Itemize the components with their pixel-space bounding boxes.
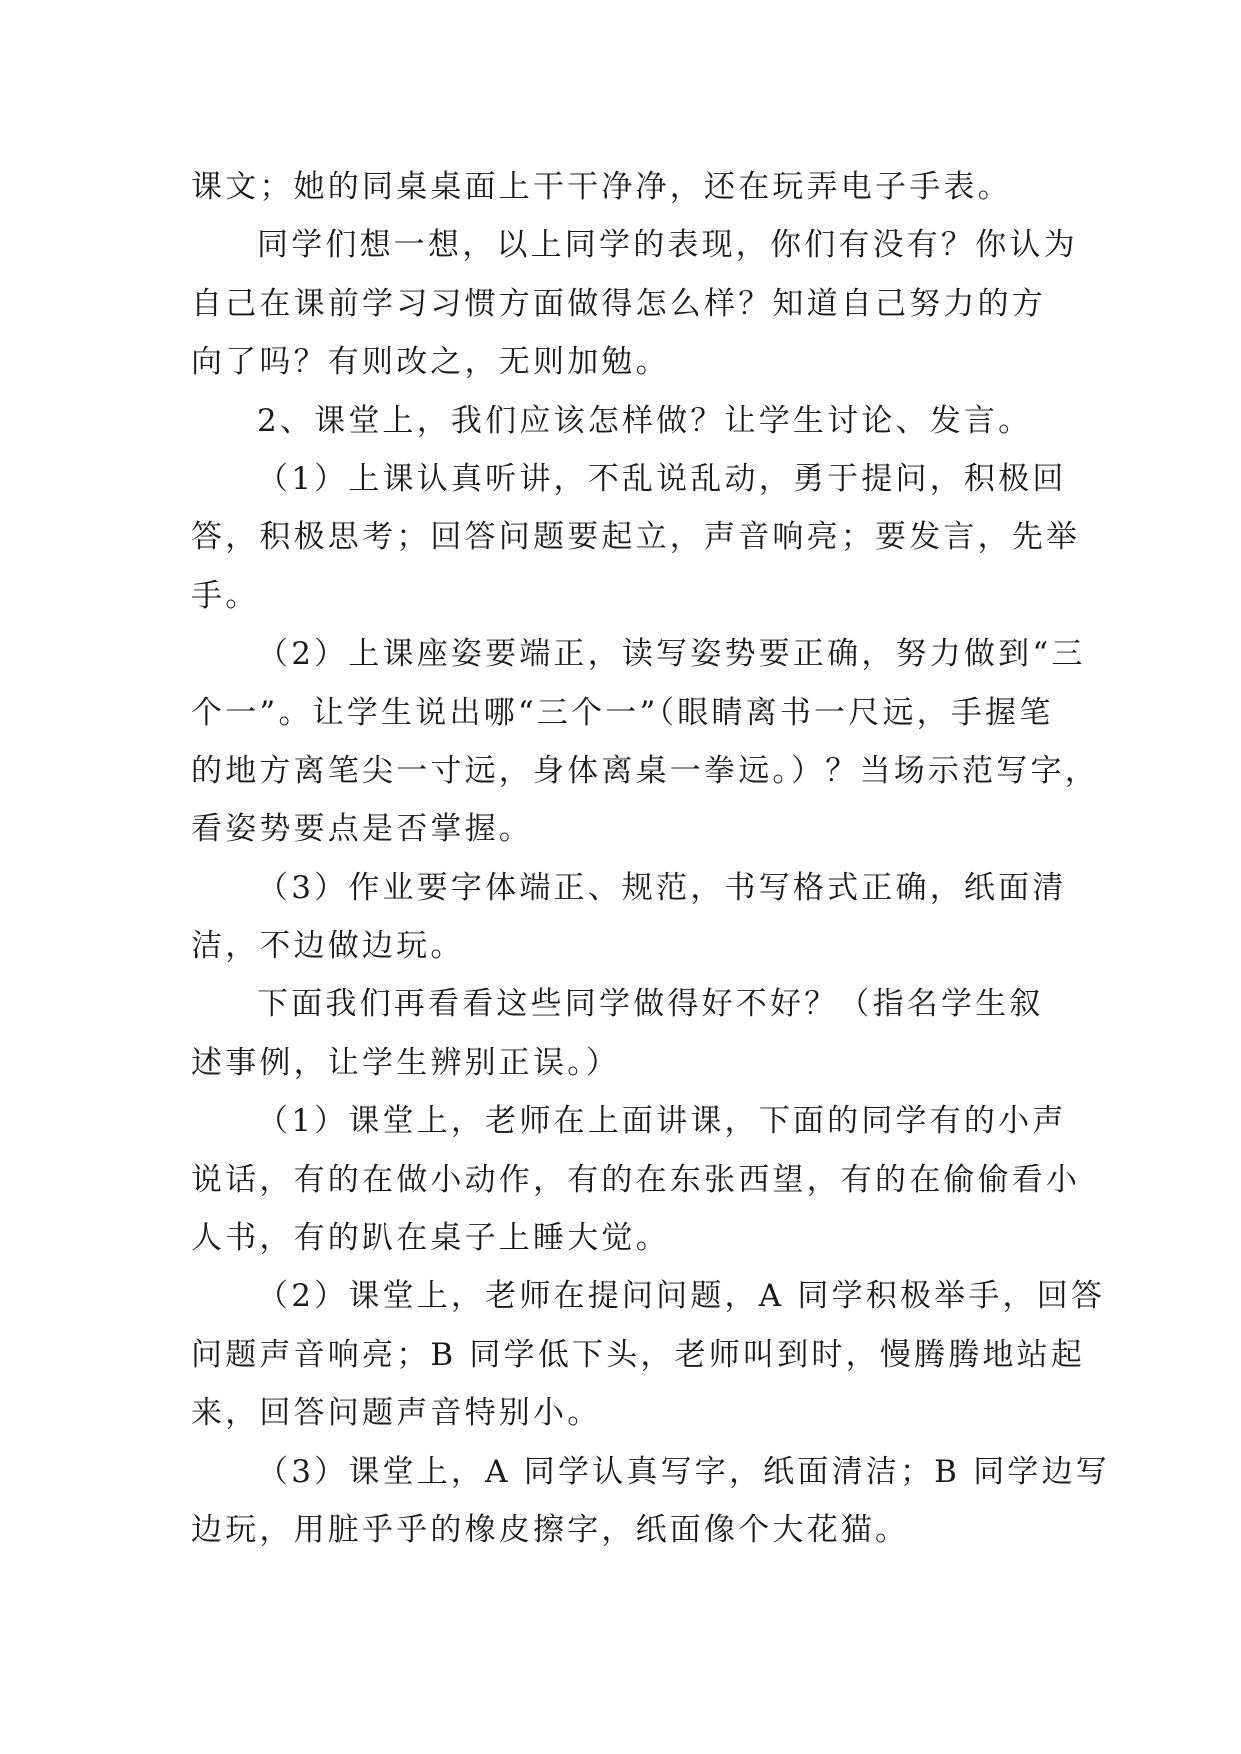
- text-line: 来，回答问题声音特别小。: [191, 1395, 602, 1432]
- text-line: 边玩，用脏乎乎的橡皮擦字，纸面像个大花猫。: [191, 1511, 910, 1548]
- paragraph: [191, 1267, 1106, 1442]
- paragraph: [191, 625, 1099, 859]
- text-line: 问题声音响亮；B 同学低下头，老师叫到时，慢腾腾地站起: [191, 1336, 1086, 1373]
- text-line: 说话，有的在做小动作，有的在东张西望，有的在偷偷看小: [191, 1161, 1081, 1198]
- text-line: 的地方离笔尖一寸远，身体离桌一拳远。）？当场示范写字，: [191, 752, 1099, 789]
- text-line: 下面我们再看看这些同学做得好不好？（指名学生叙: [257, 986, 1044, 1023]
- text-line: 同学们想一想，以上同学的表现，你们有没有？你认为: [257, 227, 1078, 264]
- text-line: 自己在课前学习习惯方面做得怎么样？知道自己努力的方: [191, 285, 1046, 322]
- text-line: 答，积极思考；回答问题要起立，声音响亮；要发言，先举: [191, 519, 1081, 556]
- text-line: 2、课堂上，我们应该怎样做？让学生讨论、发言。: [257, 402, 1033, 439]
- paragraph: [191, 158, 1061, 216]
- paragraph: [191, 1443, 1110, 1560]
- text-line: （1）课堂上，老师在上面讲课，下面的同学有的小声: [257, 1103, 1067, 1140]
- text-line: （1）上课认真听讲，不乱说乱动，勇于提问，积极回: [257, 460, 1067, 497]
- paragraph: [191, 392, 1061, 450]
- text-line: 手。: [191, 577, 260, 614]
- text-line: （2）上课座姿要端正，读写姿势要正确，努力做到“三: [257, 636, 1086, 673]
- text-line: （3）作业要字体端正、规范，书写格式正确，纸面清: [257, 869, 1067, 906]
- paragraph: [191, 859, 1067, 976]
- text-line: （2）课堂上，老师在提问问题，A 同学积极举手，回答: [257, 1278, 1106, 1315]
- text-line: 述事例，让学生辨别正误。）: [191, 1044, 621, 1081]
- text-line: 洁，不边做边玩。: [191, 928, 465, 965]
- text-line: 课文；她的同桌桌面上干干净净，还在玩弄电子手表。: [191, 169, 1012, 205]
- text-line: 个一”。让学生说出哪“三个一”（眼睛离书一尺远，手握笔: [191, 694, 1054, 731]
- text-line: 向了吗？有则改之，无则加勉。: [191, 344, 670, 381]
- paragraph: [191, 216, 1078, 391]
- text-line: 看姿势要点是否掌握。: [191, 811, 533, 848]
- document-body: [191, 158, 1110, 1559]
- paragraph: [191, 1092, 1081, 1267]
- paragraph: [191, 975, 1061, 1092]
- paragraph: [191, 450, 1081, 625]
- text-line: 人书，有的趴在桌子上睡大觉。: [191, 1220, 670, 1257]
- text-line: （3）课堂上，A 同学认真写字，纸面清洁；B 同学边写: [257, 1453, 1110, 1490]
